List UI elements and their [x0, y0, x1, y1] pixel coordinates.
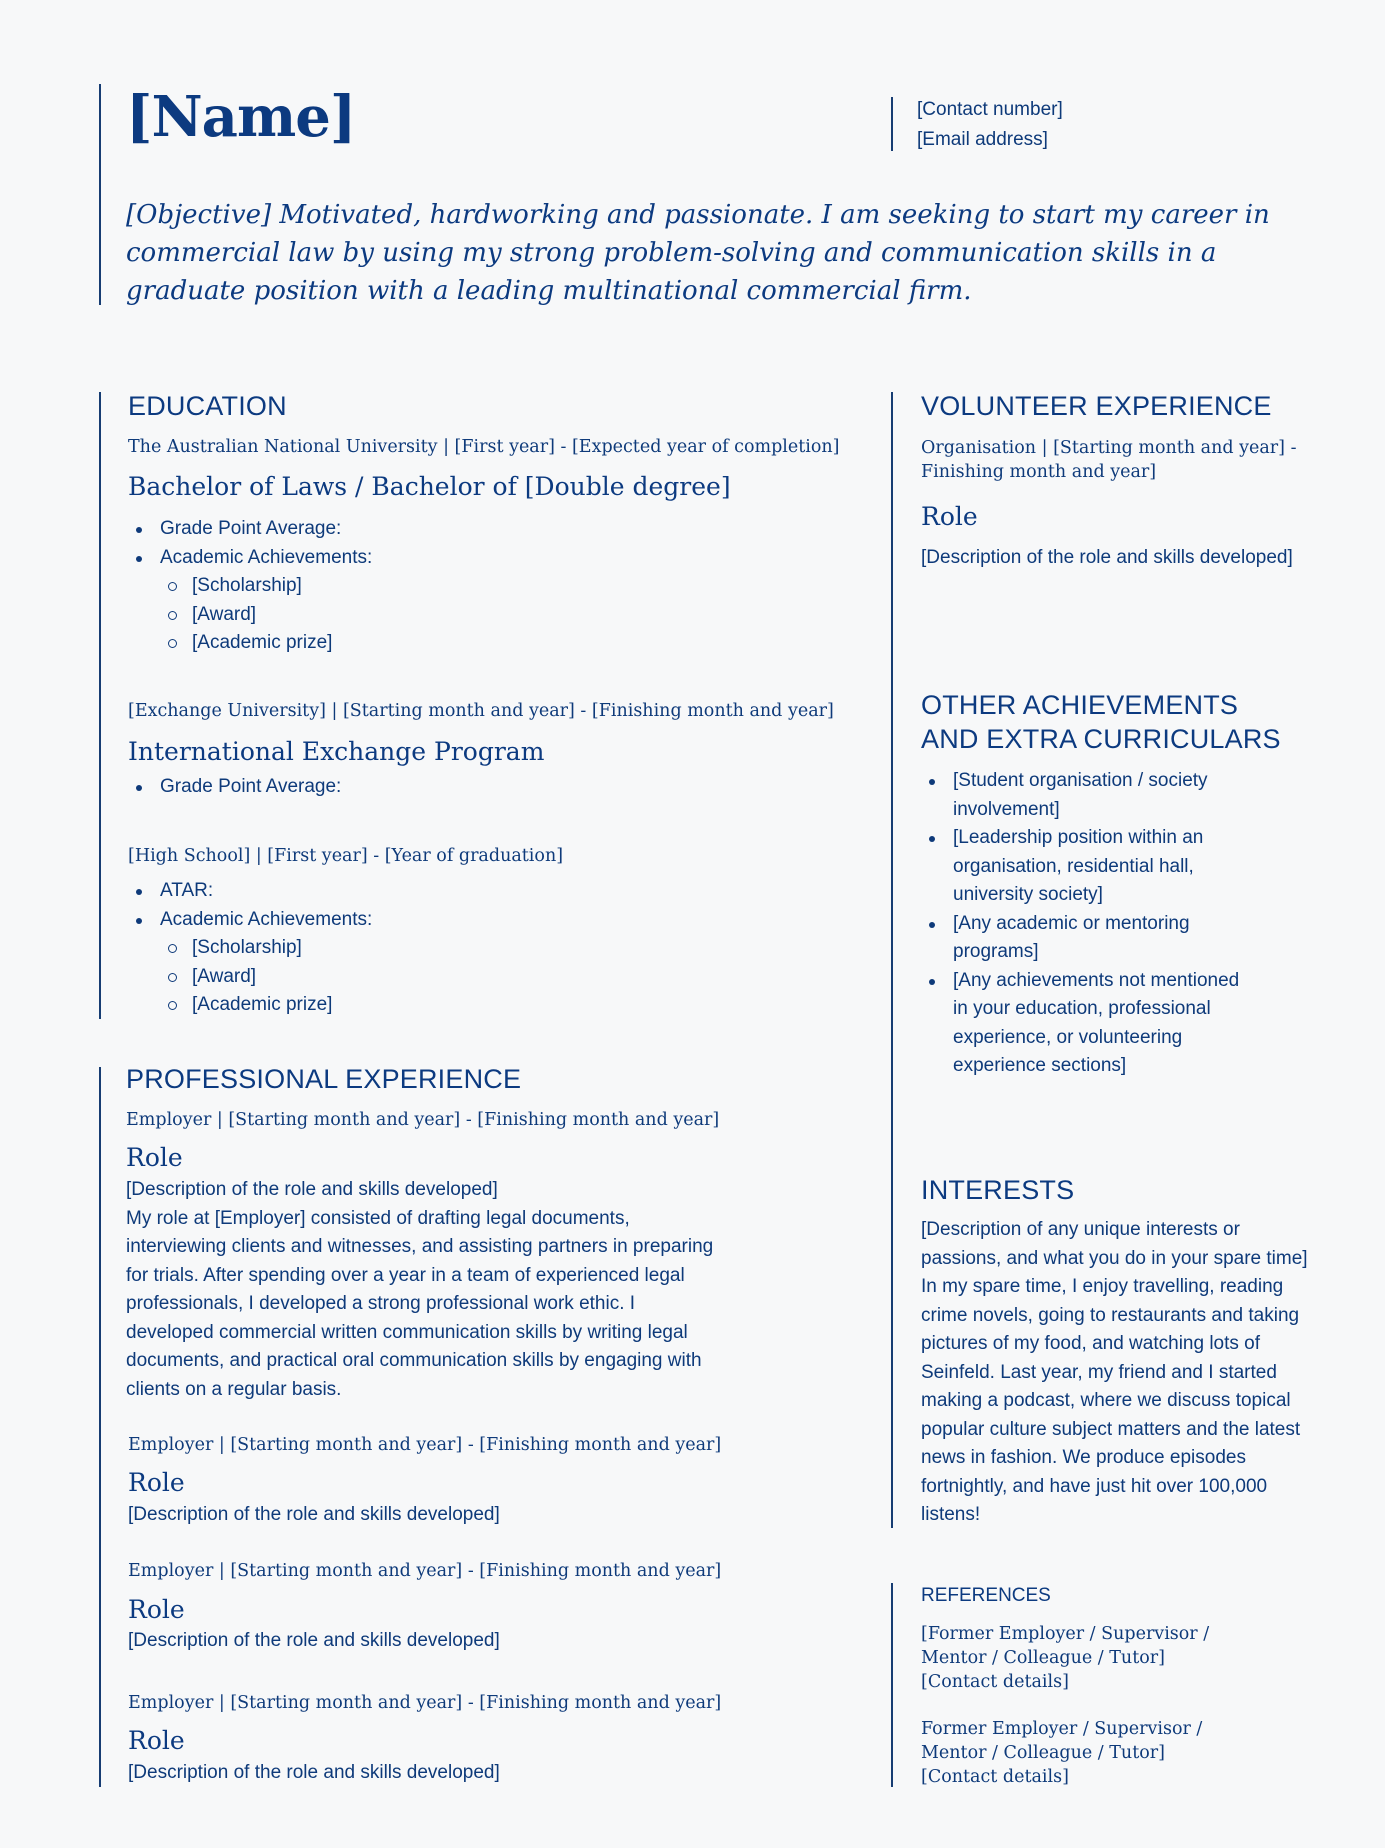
list-item: Grade Point Average: [128, 515, 828, 544]
reference-line: Mentor / Colleague / Tutor] [921, 1648, 1165, 1668]
list-item: [Academic prize] [128, 629, 828, 658]
job-description: [Description of the role and skills developed] [128, 1630, 500, 1651]
references-rule [891, 1583, 893, 1787]
job-meta: Employer | [Starting month and year] - [Finishing month and year] [128, 1561, 722, 1581]
list-item [921, 824, 1341, 910]
list-item [921, 910, 1341, 967]
job-role: Role [128, 1726, 185, 1755]
reference-entry [921, 1622, 1341, 1694]
interests-line: fortnightly, and have just hit over 100,000 [921, 1475, 1268, 1497]
professional-rule [99, 1067, 101, 1787]
interests-line: making a podcast, where we discuss topical [921, 1390, 1291, 1411]
university-meta: The Australian National University | [First year] - [Expected year of completion] [128, 437, 840, 457]
job-description-block [126, 1176, 826, 1404]
list-item: Academic Achievements: [128, 906, 828, 935]
references-heading: REFERENCES [921, 1585, 1051, 1606]
job-detail-line: professionals, I developed a strong professional work ethic. I [126, 1293, 636, 1314]
volunteer-role: Role [921, 502, 978, 531]
volunteer-meta-line: Finishing month and year] [921, 462, 1157, 482]
email-address: [Email address] [917, 129, 1048, 150]
volunteer-description: [Description of the role and skills developed] [921, 547, 1293, 568]
degree-title: Bachelor of Laws / Bachelor of [Double degree] [128, 472, 731, 501]
list-item-line: programs] [953, 941, 1039, 962]
objective-text: Motivated, hardworking and passionate. I am seeking to start my career in commercial law by using my strong problem-solving and communication skills in a graduate position with a leading multinational commercial firm. [126, 200, 1270, 306]
job-detail-line: for trials. After spending over a year in a team of experienced legal [126, 1264, 685, 1286]
list-item-line: involvement] [953, 798, 1060, 820]
job-description: [Description of the role and skills developed] [128, 1504, 500, 1525]
list-item: [Award] [128, 601, 828, 630]
volunteer-heading: VOLUNTEER EXPERIENCE [921, 391, 1272, 421]
list-item: ATAR: [128, 877, 828, 906]
list-item [921, 967, 1341, 1081]
reference-line: [Contact details] [921, 1767, 1069, 1787]
header-rule [99, 84, 101, 305]
list-item: Grade Point Average: [128, 773, 828, 802]
volunteer-meta [921, 436, 1341, 484]
list-item: Academic Achievements: [128, 544, 828, 573]
job-description: [Description of the role and skills developed] [128, 1762, 500, 1783]
job-detail-line: clients on a regular basis. [126, 1378, 342, 1400]
list-item-line: [Leadership position within an [953, 827, 1204, 848]
exchange-title: International Exchange Program [128, 737, 545, 766]
interests-text [921, 1216, 1361, 1530]
other-heading [921, 688, 1281, 756]
exchange-details [128, 773, 828, 802]
job-meta: Employer | [Starting month and year] - [Finishing month and year] [128, 1435, 722, 1455]
interests-line: listens! [921, 1504, 981, 1525]
objective-statement [126, 196, 1276, 310]
interests-line: passions, and what you do in your spare time] [921, 1247, 1308, 1269]
reference-line: [Former Employer / Supervisor / [921, 1624, 1210, 1644]
contact-number: [Contact number] [917, 99, 1063, 120]
interests-line: popular culture subject matters and the latest [921, 1418, 1301, 1440]
list-item-line: [Any academic or mentoring [953, 912, 1190, 934]
job-role: Role [126, 1143, 183, 1172]
reference-line: Mentor / Colleague / Tutor] [921, 1743, 1165, 1763]
highschool-details [128, 877, 828, 1020]
highschool-meta: [High School] | [First year] - [Year of graduation] [128, 846, 564, 866]
job-detail-line: interviewing clients and witnesses, and assisting partners in preparing [126, 1236, 714, 1257]
job-detail-line: developed commercial written communication skills by writing legal [126, 1321, 688, 1343]
reference-line: [Contact details] [921, 1672, 1069, 1692]
job-meta: Employer | [Starting month and year] - [Finishing month and year] [126, 1110, 720, 1130]
right-column-rule [891, 392, 893, 1528]
interests-line: [Description of any unique interests or [921, 1219, 1240, 1240]
reference-entry [921, 1717, 1341, 1789]
interests-line: In my spare time, I enjoy travelling, reading [921, 1276, 1284, 1297]
list-item: [Academic prize] [128, 991, 828, 1020]
objective-label: [Objective] [126, 200, 272, 230]
name-heading: [Name] [126, 84, 356, 150]
job-detail-line: documents, and practical oral communication skills by engaging with [126, 1350, 702, 1371]
list-item [921, 767, 1341, 824]
other-heading-line: OTHER ACHIEVEMENTS [921, 690, 1239, 720]
list-item-line: [Student organisation / society [953, 770, 1208, 791]
list-item-line: experience, or volunteering [953, 1026, 1183, 1048]
interests-line: pictures of my food, and watching lots of [921, 1333, 1261, 1354]
list-item: [Scholarship] [128, 572, 828, 601]
interests-line: news in fashion. We produce episodes [921, 1447, 1246, 1468]
reference-line: Former Employer / Supervisor / [921, 1719, 1203, 1739]
interests-line: crime novels, going to restaurants and taking [921, 1304, 1300, 1326]
contact-rule [891, 97, 893, 151]
other-heading-line: AND EXTRA CURRICULARS [921, 724, 1281, 754]
job-description: [Description of the role and skills developed] [126, 1179, 498, 1200]
exchange-meta: [Exchange University] | [Starting month and year] - [Finishing month and year] [128, 701, 834, 721]
interests-heading: INTERESTS [921, 1175, 1075, 1205]
list-item-line: organisation, residential hall, [953, 855, 1194, 877]
list-item-line: in your education, professional [953, 998, 1211, 1019]
list-item-line: [Any achievements not mentioned [953, 969, 1240, 991]
education-heading: EDUCATION [128, 391, 287, 421]
volunteer-meta-line: Organisation | [Starting month and year] - [921, 438, 1297, 458]
list-item: [Scholarship] [128, 934, 828, 963]
job-role: Role [128, 1595, 185, 1624]
interests-line: Seinfeld. Last year, my friend and I started [921, 1361, 1277, 1383]
other-list [921, 767, 1341, 1081]
professional-heading: PROFESSIONAL EXPERIENCE [126, 1064, 522, 1094]
job-meta: Employer | [Starting month and year] - [Finishing month and year] [128, 1693, 722, 1713]
job-detail-line: My role at [Employer] consisted of drafting legal documents, [126, 1207, 630, 1229]
list-item-line: experience sections] [953, 1055, 1127, 1076]
list-item-line: university society] [953, 884, 1103, 905]
university-details [128, 515, 828, 658]
job-role: Role [128, 1468, 185, 1497]
education-rule [99, 392, 101, 1019]
list-item: [Award] [128, 963, 828, 992]
